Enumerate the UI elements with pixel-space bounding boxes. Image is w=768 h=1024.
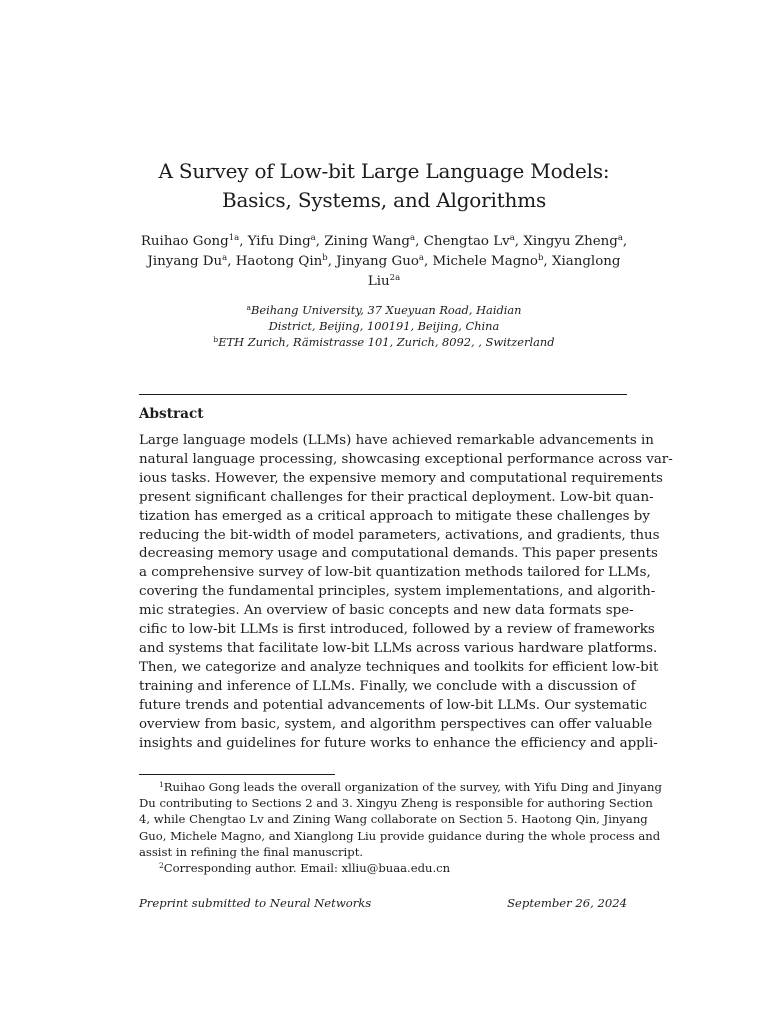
abstract-line: cific to low-bit LLMs is first introduced, followed by a review of frameworks — [139, 622, 655, 638]
author-name: Chengtao Lv — [423, 234, 510, 249]
paper-title — [0, 157, 768, 215]
author-name: Yifu Ding — [247, 234, 311, 249]
author-affil-mark: a — [222, 253, 228, 263]
author-name: Zining Wang — [324, 234, 410, 249]
author-name: Jinyang Du — [147, 254, 223, 269]
abstract-line: decreasing memory usage and computational demands. This paper presents — [139, 546, 658, 562]
author-sep: , — [514, 234, 524, 249]
footnote-rule — [139, 774, 335, 775]
author-name: Xianglong Liu — [367, 254, 621, 289]
author-sep: , — [227, 254, 236, 269]
author-sep: , — [239, 234, 248, 249]
footnote-2-mark: 2 — [159, 861, 164, 871]
affiliation-a-line-2: District, Beijing, 100191, Beijing, China — [268, 319, 500, 333]
abstract-top-rule — [139, 394, 627, 395]
author-name: Michele Magno — [432, 254, 538, 269]
footnote-1-text: Ruihao Gong leads the overall organization of the survey, with Yifu Ding and Jinyang — [163, 780, 662, 794]
affiliations — [134, 302, 634, 350]
author-affil-mark: a — [418, 253, 424, 263]
author-sep: , — [415, 234, 424, 249]
abstract-body — [139, 432, 673, 753]
author-affil-mark: a — [509, 233, 515, 243]
abstract-line: covering the fundamental principles, system implementations, and algorith- — [139, 584, 656, 600]
abstract-line: natural language processing, showcasing exceptional performance across var- — [139, 451, 673, 467]
abstract-line: Then, we categorize and analyze techniques and toolkits for efficient low-bit — [139, 659, 659, 675]
abstract-line: Large language models (LLMs) have achieved remarkable advancements in — [139, 433, 654, 448]
author-affil-mark: b — [322, 253, 328, 263]
footnote-2-line — [139, 860, 627, 876]
affiliation-b-line-1 — [134, 334, 634, 350]
author-sep: , — [622, 234, 628, 249]
author-sep: , — [327, 254, 337, 269]
author-sep: , — [315, 234, 325, 249]
abstract-line: overview from basic, system, and algorithm perspectives can offer valuable — [139, 716, 653, 732]
author-name: Haotong Qin — [235, 254, 323, 269]
footnote-1-line: assist in refining the final manuscript. — [139, 844, 364, 859]
affiliation-mark-a: a — [246, 303, 251, 312]
abstract-line: and systems that facilitate low-bit LLMs across various hardware platforms. — [139, 640, 658, 656]
footnote-1-line: 4, while Chengtao Lv and Zining Wang collaborate on Section 5. Haotong Qin, Jinyang — [139, 812, 648, 827]
footnote-2-text: Corresponding author. Email: xlliu@buaa.edu.cn — [163, 861, 451, 876]
footer-journal: Preprint submitted to Neural Networks — [139, 896, 372, 910]
affiliation-mark-b: b — [213, 335, 219, 344]
author-affil-mark: a — [617, 233, 623, 243]
affiliation-a-text: Beihang University, 37 Xueyuan Road, Haidian — [250, 303, 522, 317]
footer-date: September 26, 2024 — [507, 896, 627, 910]
author-name: Jinyang Guo — [336, 254, 419, 269]
author-list — [134, 232, 634, 292]
author-sep: , — [543, 254, 552, 269]
footnote-1-line: Guo, Michele Magno, and Xianglong Liu provide guidance during the whole process and — [139, 828, 661, 843]
author-affil-mark: 2a — [389, 273, 401, 283]
author-affil-mark: b — [537, 253, 544, 263]
abstract-line: ious tasks. However, the expensive memory and computational requirements — [139, 470, 663, 486]
author-name: Ruihao Gong — [140, 234, 229, 249]
abstract-line: future trends and potential advancements of low-bit LLMs. Our systematic — [139, 697, 647, 713]
abstract-line: present significant challenges for their practical deployment. Low-bit quan- — [139, 489, 654, 505]
affiliation-b-text: ETH Zurich, Rämistrasse 101, Zurich, 8092, , Switzerland — [218, 335, 555, 349]
title-line-2: Basics, Systems, and Algorithms — [221, 188, 547, 212]
abstract-line: training and inference of LLMs. Finally, we conclude with a discussion of — [139, 678, 636, 694]
author-affil-mark: a — [310, 233, 316, 243]
footnote-1-line — [139, 779, 662, 795]
abstract-line: reducing the bit-width of model parameters, activations, and gradients, thus — [139, 527, 660, 543]
abstract-line: mic strategies. An overview of basic concepts and new data formats spe- — [139, 603, 634, 619]
author-sep: , — [423, 254, 433, 269]
abstract-line: a comprehensive survey of low-bit quantization methods tailored for LLMs, — [139, 565, 651, 581]
author-affil-mark: a — [409, 233, 416, 243]
abstract-line: insights and guidelines for future works to enhance the efficiency and appli- — [139, 735, 658, 751]
author-affil-mark: 1a — [228, 233, 240, 243]
footnotes — [139, 779, 662, 876]
abstract-heading: Abstract — [139, 406, 204, 422]
title-line-1: A Survey of Low-bit Large Language Models: — [158, 159, 610, 183]
author-name: Xingyu Zheng — [523, 234, 618, 249]
abstract-line: tization has emerged as a critical approach to mitigate these challenges by — [139, 508, 650, 524]
footnote-1-mark: 1 — [159, 780, 164, 789]
affiliation-a-line-1 — [134, 302, 634, 318]
footnote-1-line: Du contributing to Sections 2 and 3. Xingyu Zheng is responsible for authoring Section — [139, 796, 653, 811]
